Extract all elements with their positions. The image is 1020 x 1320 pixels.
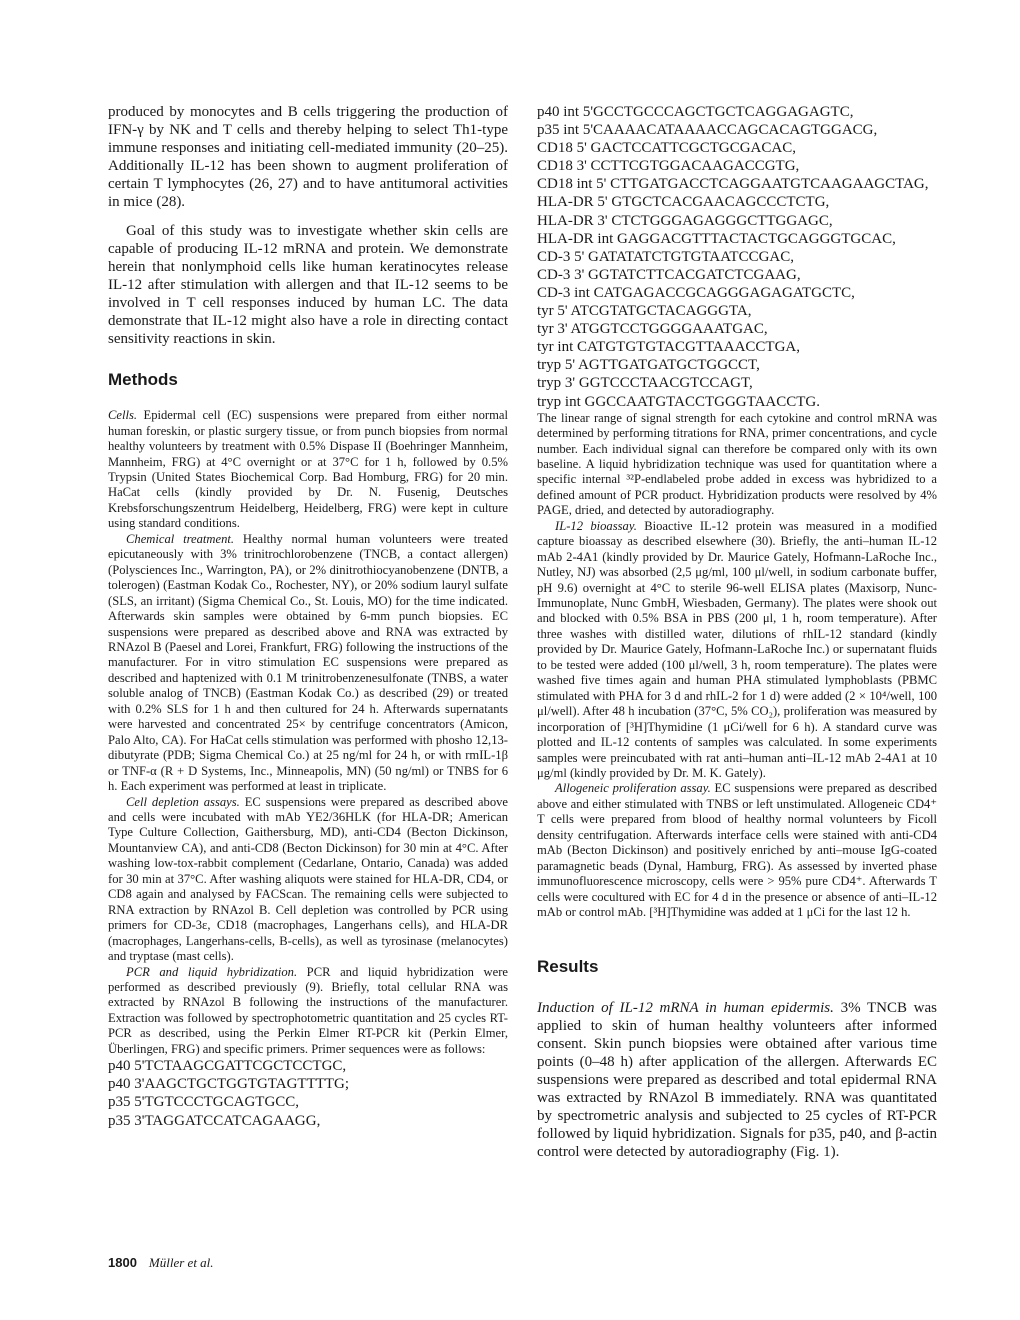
chemical-label: Chemical treatment. [126, 531, 235, 546]
linear-range-paragraph: The linear range of signal strength for each cytokine and control mRNA was determined by performing titrations for RNA, primer concentrations, and cycle number. Each individual signal can therefore be compared only with its own baseline. A liquid hybridization technique was used for quantitation where a specific internal ³²P-endlabeled probe added in excess was hybridized to a defined amount of PCR product. Hybridization products were resolved by 4% PAGE, dried, and detected by autoradiography. [537, 410, 937, 518]
chemical-paragraph [108, 532, 508, 795]
primer-line: tyr 3' ATGGTCCTGGGGAAATGAC, [537, 321, 768, 338]
intro-paragraph-1: produced by monocytes and B cells triggering the production of IFN-γ by NK and T cells and thereby helping to select Th1-type immune responses and initiating cell-mediated immunity (20–25). Additionally IL-12 has been shown to augment proliferation of certain T lymphocytes (26, 27) and to have antitumoral activities in mice (28). [108, 104, 508, 211]
pcr-paragraph [108, 965, 508, 1058]
primer-line: CD18 int 5' CTTGATGACCTCAGGAATGTCAAGAAGCTAG, [537, 176, 929, 193]
depletion-paragraph [108, 795, 508, 965]
primer-line: tryp 5' AGTTGATGATGCTGGCCT, [537, 357, 760, 374]
primer-line: p40 int 5'GCCTGCCCAGCTGCTCAGGAGAGTC, [537, 104, 854, 120]
cells-paragraph [108, 408, 508, 532]
primer-line: p40 3'AAGCTGCTGGTGTAGTTTTG; [108, 1076, 350, 1093]
primer-line: HLA-DR int GAGGACGTTTACTACTGCAGGGTGCAC, [537, 230, 896, 247]
induction-label: Induction of IL-12 mRNA in human epidermis. [537, 999, 834, 1016]
allogeneic-text: EC suspensions were prepared as described above and either stimulated with TNBS or left unstimulated. Allogeneic CD4⁺ T cells were prepared from blood of healthy normal volunteers by Ficoll density centrifugation. Afterwards interface cells were stained with anti-CD4 mAb (Becton Dickinson) and positively enriched by anti–mouse IgG-coated paramagnetic beads (Dynal, Hamburg, FRG). As assessed by inverted phase immunofluorescence microscopy, cells were > 95% pure CD4⁺. Afterwards T cells were cocultured with EC for 4 d in the presence or absence of anti–IL-12 mAb or control mAb. [³H]Thymidine was added at 1 μCi for the last 12 h. [537, 781, 937, 920]
induction-text: 3% TNCB was applied to skin of human healthy volunteers after informed consent. Skin punch biopsies were obtained after various time points (0–48 h) after application of the allergen. Afterwards EC suspensions were prepared as described and total epidermal RNA was extracted by RNAzol B immediately. RNA was quantitated by spectrometric analysis and subjected to 25 cycles of RT-PCR followed by liquid hybridization. Signals for p35, p40, and β-actin control were detected by autoradiography (Fig. 1). [537, 999, 937, 1161]
results-heading: Results [537, 956, 599, 976]
primer-line: tyr 5' ATCGTATGCTACAGGGTA, [537, 303, 752, 320]
right-column [537, 103, 937, 1161]
depletion-text: EC suspensions were prepared as described above and cells were incubated with mAb YE2/36HLK (for HLA-DR; American Type Culture Collection, Gaithersburg, MD), anti-CD4 (Becton Dickinson, Mountanview CA), and anti-CD8 (Becton Dickinson) for 30 min at 4°C. After washing low-tox-rabbit complement (Cedarlane, Ontario, Canada) was added for 30 min at 37°C. After washing aliquots were stained for HLA-DR, CD4, or CD8 again and analysed by FACScan. The remaining cells were subjected to RNA extraction by RNAzol B. Cell depletion was controlled by PCR using primers for CD-3ε, CD18 (macrophages, Langerhans cells), and HLA-DR (macrophages, Langerhans-cells, B-cells), as well as tyrosinase (melanocytes) and tryptase (mast cells). [108, 794, 508, 964]
primer-line: p35 int 5'CAAAACATAAAACCAGCACAGTGGACG, [537, 122, 878, 139]
induction-paragraph [537, 999, 937, 1162]
bioassay-text: Bioactive IL-12 protein was measured in a modified capture bioassay as described elsewhere (30). Briefly, the anti–human IL-12 mAb 2-4A1 (kindly provided by Dr. Maurice Gately, Hofmann-LaRoche Inc., Nutley, NJ) was absorbed (2,5 μg/ml, 100 μl/well, in sodium carbonate buffer, pH 9.6) overnight at 4°C to sterile 96-well ELISA plates (Maxisorp, Nunc-Immunoplate, Nunc GmbH, Wiesbaden, Germany). The plates were shook out and blocked with 0.5% BSA in PBS (200 μl, 1 h, room temperature). After three washes with distilled water, dilutions of rhIL-12 standard (kindly provided by Dr. Maurice Gately, Hofmann-LaRoche Inc.) or supernatant fluids to be tested were added (100 μl/well, 3 h, room temperature). The plates were washed five times again and human PHA stimulated lymphoblasts (PBMC stimulated with PHA for 3 d and rhIL-2 for 1 d) were added (2 × 10⁴/well, 100 μl/well). After 48 h incubation (37°C, 5% CO₂), proliferation was measured by incorporation of [³H]Thymidine (1 μCi/well for 6 h). A standard curve was plotted and IL-12 contents of samples was calculated. In some experiments samples were preincubated with rat anti–human anti–IL-12 mAb 2-4A1 at 10 μg/ml (kindly provided by Dr. M. K. Gately). [537, 518, 937, 781]
primer-line: tryp 3' GGTCCCTAACGTCCAGT, [537, 375, 753, 392]
bioassay-paragraph [537, 519, 937, 782]
intro-paragraph-2: Goal of this study was to investigate whether skin cells are capable of producing IL-12 mRNA and protein. We demonstrate herein that nonlymphoid cells like human keratinocytes release IL-12 after stimulation with allergen and that IL-12 seems to be involved in T cell responses induced by human LC. The data demonstrate that IL-12 might also have a role in directing contact sensitivity reactions in skin. [108, 222, 508, 348]
allogeneic-paragraph [537, 781, 937, 920]
cells-label: Cells. [108, 408, 138, 423]
page-footer [108, 1255, 214, 1271]
methods-heading: Methods [108, 370, 178, 390]
primer-line: HLA-DR 5' GTGCTCACGAACAGCCCTCTG, [537, 194, 830, 211]
page-number: 1800 [108, 1255, 137, 1270]
depletion-label: Cell depletion assays. [126, 794, 240, 809]
primer-line: tyr int CATGTGTGTACGTTAAACCTGA, [537, 339, 800, 356]
chemical-text: Healthy normal human volunteers were treated epicutaneously with 3% trinitrochlorobenzene (TNCB, a contact allergen) (Polysciences Inc., Warrington, PA), or 2% dinitrothiocyanobenzene (DNTB, a tolerogen) (Eastman Kodak Co., Rochester, NY), or 20% sodium lauryl sulfate (SLS, an irritant) (Sigma Chemical Co., St. Louis, MO) for the time indicated. Afterwards skin samples were obtained by 6-mm punch biopsies. EC suspensions were prepared as described above and RNA was extracted by RNAzol B (Paesel and Lorei, Frankfurt, FRG) following the instructions of the manufacturer. For in vitro stimulation EC suspensions were prepared as described and haptenized with 0.1 M trinitrobenzenesulfonate (TNBS, a water soluble analog of TNCB) (Eastman Kodak Co.) as described (29) or treated with 0.2% SLS for 1 h and then cultured for 24 h. Afterwards supernatants were harvested and concentrated 25× by centrifuge concentrators (Amicon, Palo Alto, CA). For HaCat cells stimulation was performed with phosho 12,13-dibutyrate (PDB; Sigma Chemical Co.) at 25 ng/ml for 24 h, or with rmIL-1β or TNF-α (R + D Systems, Inc., Minneapolis, MN) (50 ng/ml) or TNBS for 6 h. Each experiment was performed at least in triplicate. [108, 531, 508, 794]
running-authors: Müller et al. [148, 1255, 214, 1270]
primer-line: p40 5'TCTAAGCGATTCGCTCCTGC, [108, 1058, 347, 1075]
bioassay-label: IL-12 bioassay. [555, 518, 637, 533]
pcr-label: PCR and liquid hybridization. [126, 964, 298, 979]
cells-text: Epidermal cell (EC) suspensions were prepared from either normal human foreskin, or plastic surgery tissue, or from punch biopsies from normal healthy volunteers by treatment with 0.5% Dispase II (Boehringer Mannheim, Mannheim, FRG) at 4°C overnight or at 37°C for 1 h, followed by 0.5% Trypsin (United States Biochemical Corp. Bad Homburg, FRG) for 20 min. HaCat cells (kindly provided by Dr. N. Fusenig, Deutsches Krebsforschungszentrum Heidelberg, Heidelberg, FRG) were kept in culture using standard conditions. [108, 408, 508, 531]
allogeneic-label: Allogeneic proliferation assay. [555, 781, 711, 796]
primer-line: HLA-DR 3' CTCTGGGAGAGGGCTTGGAGC, [537, 212, 833, 229]
primer-line: CD-3 3' GGTATCTTCACGATCTCGAAG, [537, 266, 801, 283]
primer-line: tryp int GGCCAATGTACCTGGGTAACCTG. [537, 393, 821, 410]
primer-line: CD-3 5' GATATATCTGTGTAATCCGAC, [537, 248, 795, 265]
left-column [108, 103, 508, 1130]
primer-line: p35 3'TAGGATCCATCAGAAGG, [108, 1112, 321, 1129]
pcr-text: PCR and liquid hybridization were performed as described previously (9). Briefly, total cellular RNA was extracted by RNAzol B following the instructions of the manufacturer. Extraction was followed by spectrophotometric quantitation and 25 cycles RT-PCR as described, using the Perkin Elmer RT-PCR kit (Perkin Elmer, Überlingen, FRG) and specific primers. Primer sequences were as follows: [108, 964, 508, 1056]
primer-line: CD-3 int CATGAGACCGCAGGGAGAGATGCTC, [537, 284, 855, 301]
primer-line: CD18 5' GACTCCATTCGCTGCGACAC, [537, 140, 796, 157]
primer-line: CD18 3' CCTTCGTGGACAAGACCGTG, [537, 158, 800, 175]
primer-line: p35 5'TGTCCCTGCAGTGCC, [108, 1094, 300, 1111]
